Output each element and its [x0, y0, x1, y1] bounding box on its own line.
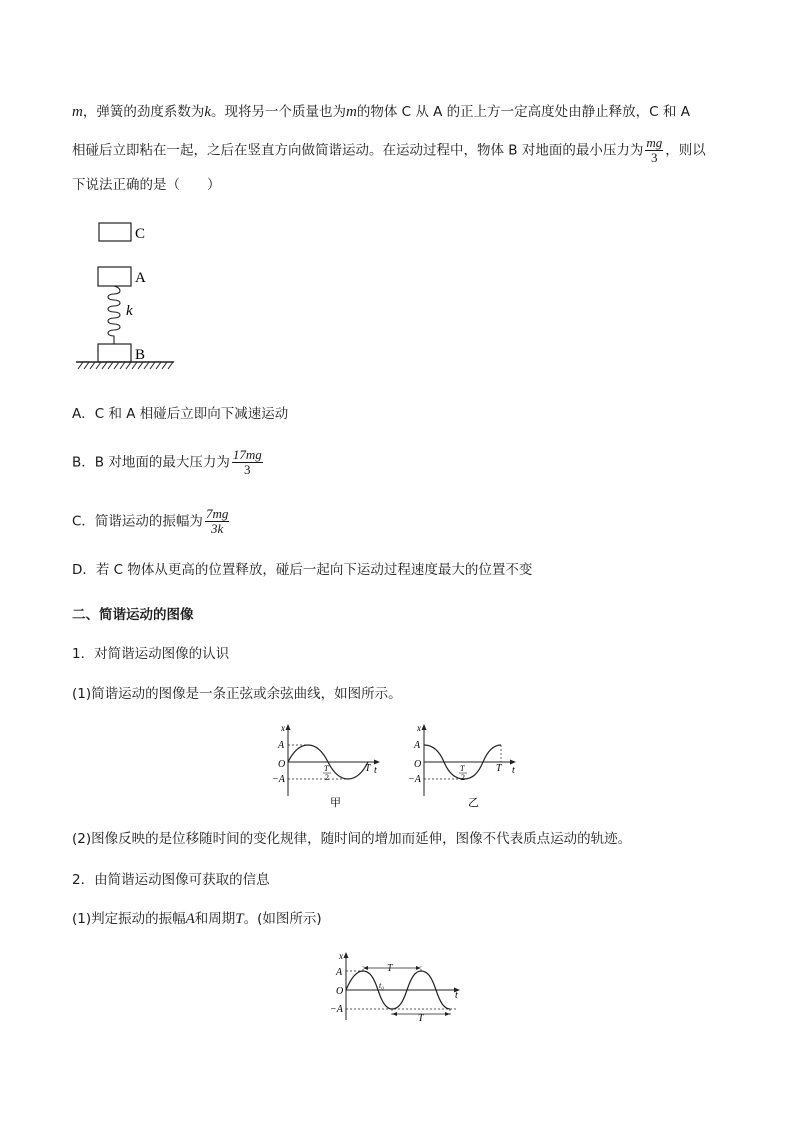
graph-jia	[268, 722, 388, 812]
label-T-top: T	[387, 963, 393, 974]
caption-jia: 甲	[330, 797, 341, 809]
text-span: B．B 对地面的最大压力为	[72, 454, 230, 471]
graph-amplitude-period	[328, 950, 468, 1022]
fraction-mg-3	[645, 136, 663, 165]
label-T: T	[365, 763, 371, 774]
fraction-17mg-3	[232, 448, 263, 477]
y-arrow	[286, 724, 291, 730]
arrowhead	[445, 1012, 450, 1016]
var-A: A	[185, 911, 195, 927]
label-x: x	[417, 723, 421, 733]
var-k: k	[204, 104, 212, 120]
spring	[108, 286, 120, 344]
item-1-1: (1)简谐运动的图像是一条正弦或余弦曲线，如图所示。	[72, 686, 402, 702]
problem-line-1	[72, 102, 690, 122]
text-span: 的物体 C 从 A 的正上方一定高度处由静止释放，C 和 A	[356, 104, 690, 120]
frac-den: 3k	[210, 521, 224, 536]
text-span: ，弹簧的劲度系数为	[82, 104, 205, 120]
label-a: A	[135, 270, 146, 286]
text-span: 。现将另一个质量也为	[211, 104, 347, 120]
label-O: O	[336, 986, 344, 997]
text-span: 相碰后立即粘在一起，之后在竖直方向做简谐运动。在运动过程中，物体 B 对地面的最小压力为	[72, 142, 644, 159]
block-b	[98, 344, 131, 362]
label-O: O	[414, 759, 422, 770]
label-A: A	[278, 740, 285, 751]
label-k: k	[126, 303, 133, 319]
caption-yi: 乙	[468, 797, 479, 809]
arrowhead	[416, 966, 421, 970]
option-b	[72, 448, 265, 477]
t-arrow	[510, 760, 516, 765]
arrowhead	[392, 1012, 397, 1016]
item-2: 2．由简谐运动图像可获取的信息	[72, 872, 270, 888]
label-T: T	[496, 763, 502, 774]
label-negA: −A	[272, 774, 285, 785]
label-A: A	[336, 967, 343, 978]
text-span: (1)判定振动的振幅	[72, 911, 186, 927]
graph-yi	[404, 722, 524, 812]
label-x: x	[281, 723, 285, 733]
label-t: t	[374, 765, 377, 776]
var-m: m	[72, 104, 83, 120]
frac-den: 3	[244, 462, 251, 477]
text-span: 。(如图所示)	[243, 911, 322, 927]
label-b: B	[135, 347, 146, 363]
problem-line-3: 下说法正确的是（ ）	[72, 177, 221, 193]
y-arrow	[422, 724, 427, 730]
section-heading: 二、简谐运动的图像	[72, 607, 194, 623]
var-T: T	[235, 911, 244, 927]
fraction-7mg-3k	[205, 507, 229, 536]
frac-den: 3	[651, 150, 658, 165]
frac-num: 7mg	[205, 506, 229, 521]
item-1: 1．对简谐运动图像的认识	[72, 646, 230, 662]
label-T-half-den: 2	[325, 773, 329, 782]
label-T-bottom: T	[418, 1013, 424, 1022]
label-t: t	[512, 765, 515, 776]
block-a	[98, 267, 131, 286]
text-span: ，则以	[665, 142, 706, 159]
spring-blocks-figure	[70, 218, 180, 378]
label-x: x	[339, 951, 343, 961]
label-negA: −A	[408, 774, 421, 785]
option-a: A．C 和 A 相碰后立即向下减速运动	[72, 406, 289, 422]
arrowhead	[363, 966, 368, 970]
frac-num: mg	[646, 135, 663, 150]
label-T-half-den: 2	[461, 773, 465, 782]
y-arrow	[344, 952, 349, 958]
block-c	[99, 223, 131, 241]
label-t: t	[455, 990, 458, 1001]
t-arrow	[374, 760, 380, 765]
ground-hatching	[78, 362, 173, 369]
label-T-half-num: T	[460, 764, 465, 773]
label-T-half-num: T	[324, 764, 329, 773]
item-2-1	[72, 909, 322, 929]
item-1-2: (2)图像反映的是位移随时间的变化规律，随时间的增加而延伸，图像不代表质点运动的轨迹。	[72, 831, 632, 847]
option-c	[72, 507, 231, 536]
frac-num: 17mg	[232, 447, 262, 462]
option-d: D．若 C 物体从更高的位置释放，碰后一起向下运动过程速度最大的位置不变	[72, 562, 533, 578]
label-c: C	[135, 226, 146, 242]
label-negA: −A	[330, 1004, 343, 1015]
text-span: 和周期	[194, 911, 236, 927]
label-O: O	[278, 759, 286, 770]
label-t0: t₀	[379, 981, 385, 990]
label-A: A	[414, 740, 421, 751]
problem-line-2	[72, 136, 706, 165]
text-span: C．简谐运动的振幅为	[72, 513, 203, 530]
var-m: m	[346, 104, 357, 120]
